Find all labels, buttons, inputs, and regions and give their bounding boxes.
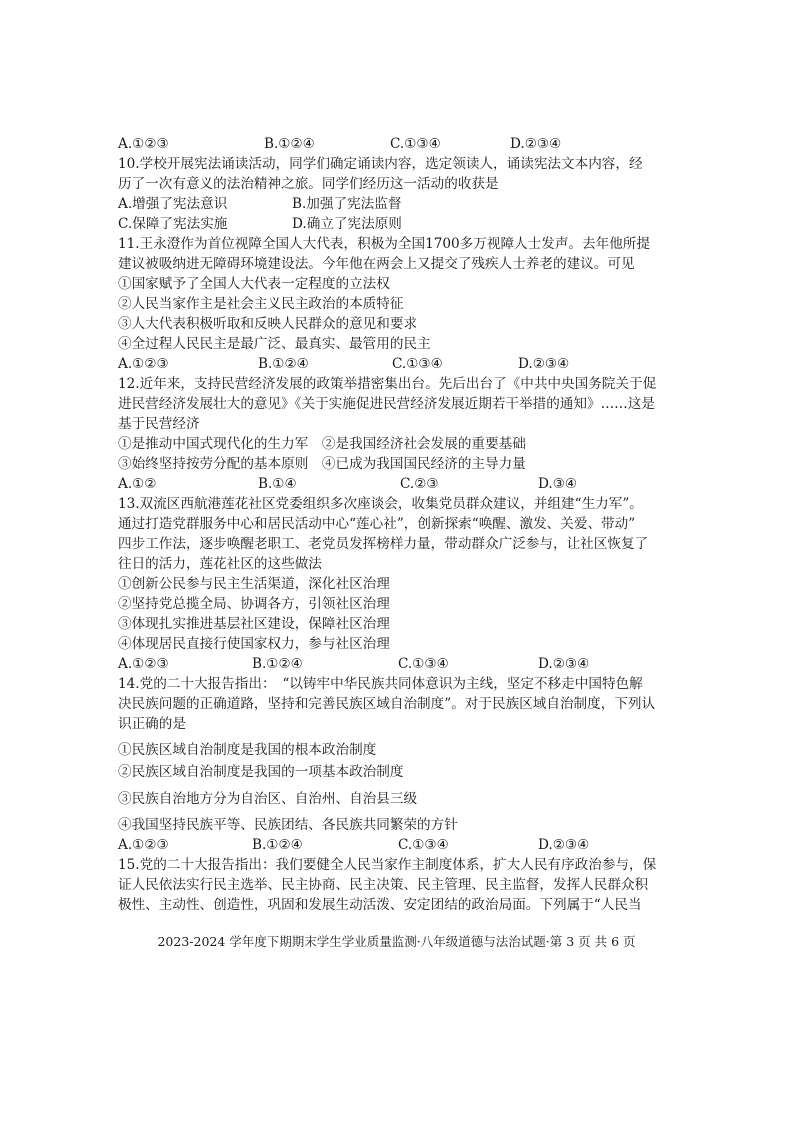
q14-stem-line: 决民族问题的正确道路，坚持和完善民族区域自治制度”。对于民族区域自治制度，下列认 — [118, 696, 656, 712]
q13-stem-line: 通过打造党群服务中心和居民活动中心“莲心社”，创新探索“唤醒、激发、关爱、带动” — [118, 516, 636, 532]
q12-stem-line: 进民营经济发展壮大的意见》《关于实施促进民营经济发展近期若干举措的通知》……这是 — [118, 396, 655, 412]
q11-item: ③人大代表积极听取和反映人民群众的意见和要求 — [118, 316, 418, 332]
q10-option-d: D.确立了宪法原则 — [292, 216, 402, 232]
q11-option-d: D.②③④ — [518, 356, 570, 372]
q11-options — [118, 354, 678, 374]
q11-stem-line: 建议被吸纳进无障碍环境建设法。今年他在两会上又提交了残疾人士养老的建议。可见 — [118, 256, 635, 272]
q13-stem-line: 往日的活力，莲花社区的这些做法 — [118, 556, 322, 572]
q12-option-c: C.②③ — [400, 476, 439, 492]
q10-option-b: B.加强了宪法监督 — [292, 196, 402, 212]
q13-options — [118, 654, 678, 674]
q15-stem-line: 极性、主动性、创造性，巩固和发展生动活泼、安定团结的政治局面。下列属于“人民当 — [118, 897, 642, 913]
q13-item: ①创新公民参与民主生活渠道，深化社区治理 — [118, 576, 390, 592]
q12-stem-line: 12.近年来，支持民营经济发展的政策举措密集出台。先后出台了《中共中央国务院关于促 — [118, 376, 657, 392]
q10-option-c: C.保障了宪法实施 — [118, 216, 228, 232]
q11-option-c: C.①③④ — [392, 356, 443, 372]
q14-option-d: D.②③④ — [538, 837, 590, 853]
q12-option-a: A.①② — [118, 476, 157, 492]
q9-options — [118, 134, 678, 154]
q10-option-a: A.增强了宪法意识 — [118, 196, 228, 212]
q12-item: ③始终坚持按劳分配的基本原则 ④已成为我国国民经济的主导力量 — [118, 456, 526, 472]
q11-item: ④全过程人民民主是最广泛、最真实、最管用的民主 — [118, 336, 431, 352]
q13-stem-line: 13.双流区西航港莲花社区党委组织多次座谈会，收集党员群众建议，并组建“生力军”。 — [118, 496, 643, 512]
q14-item: ④我国坚持民族平等、民族团结、各民族共同繁荣的方针 — [118, 817, 458, 833]
q9-option-a: A.①②③ — [118, 136, 169, 152]
q12-stem-line: 基于民营经济 — [118, 416, 200, 432]
q12-options — [118, 474, 678, 494]
q13-item: ④体现居民直接行使国家权力，参与社区治理 — [118, 636, 390, 652]
q10-options-row2 — [118, 214, 678, 234]
q14-option-c: C.①③④ — [398, 837, 449, 853]
q9-option-d: D.②③④ — [510, 136, 562, 152]
q14-option-a: A.①②③ — [118, 837, 169, 853]
q14-item: ②民族区域自治制度是我国的一项基本政治制度 — [118, 764, 404, 780]
q14-options — [118, 835, 678, 855]
q13-item: ③体现扎实推进基层社区建设，保障社区治理 — [118, 616, 390, 632]
q10-stem-line: 10.学校开展宪法诵读活动，同学们确定诵读内容，选定领读人，诵读宪法文本内容，经 — [118, 156, 643, 172]
q10-options-row1 — [118, 194, 678, 214]
q13-option-a: A.①②③ — [118, 656, 169, 672]
q11-item: ②人民当家作主是社会主义民主政治的本质特征 — [118, 296, 404, 312]
q11-option-a: A.①②③ — [118, 356, 169, 372]
q11-item: ①国家赋予了全国人大代表一定程度的立法权 — [118, 276, 390, 292]
q14-stem-line: 识正确的是 — [118, 716, 186, 732]
q14-item: ③民族自治地方分为自治区、自治州、自治县三级 — [118, 791, 418, 807]
q15-stem-line: 证人民依法实行民主选举、民主协商、民主决策、民主管理、民主监督，发挥人民群众积 — [118, 877, 649, 893]
page-footer: 2023-2024 学年度下期期末学生学业质量监测·八年级道德与法治试题·第 3 页 共 6 页 — [157, 934, 636, 949]
q11-option-b: B.①②④ — [258, 356, 309, 372]
q13-option-b: B.①②④ — [252, 656, 303, 672]
q14-stem-line: 14.党的二十大报告指出： “以铸牢中华民族共同体意识为主线，坚定不移走中国特色解 — [118, 676, 643, 692]
q14-option-b: B.①②④ — [252, 837, 303, 853]
q10-stem-line: 历了一次有意义的法治精神之旅。同学们经历这一活动的收获是 — [118, 176, 499, 192]
q13-option-c: C.①③④ — [398, 656, 449, 672]
q13-item: ②坚持党总揽全局、协调各方，引领社区治理 — [118, 596, 390, 612]
q12-item: ①是推动中国式现代化的生力军 ②是我国经济社会发展的重要基础 — [118, 436, 526, 452]
q9-option-b: B.①②④ — [264, 136, 315, 152]
q13-stem-line: 四步工作法，逐步唤醒老职工、老党员发挥榜样力量，带动群众广泛参与，让社区恢复了 — [118, 536, 649, 552]
q14-item: ①民族区域自治制度是我国的根本政治制度 — [118, 742, 377, 758]
q13-option-d: D.②③④ — [538, 656, 590, 672]
q12-option-b: B.①④ — [258, 476, 297, 492]
q12-option-d: D.③④ — [538, 476, 578, 492]
q9-option-c: C.①③④ — [390, 136, 441, 152]
q11-stem-line: 11.王永澄作为首位视障全国人大代表，积极为全国1700多万视障人士发声。去年他所提 — [118, 236, 650, 252]
q15-stem-line: 15.党的二十大报告指出：我们要健全人民当家作主制度体系，扩大人民有序政治参与，保 — [118, 857, 657, 873]
